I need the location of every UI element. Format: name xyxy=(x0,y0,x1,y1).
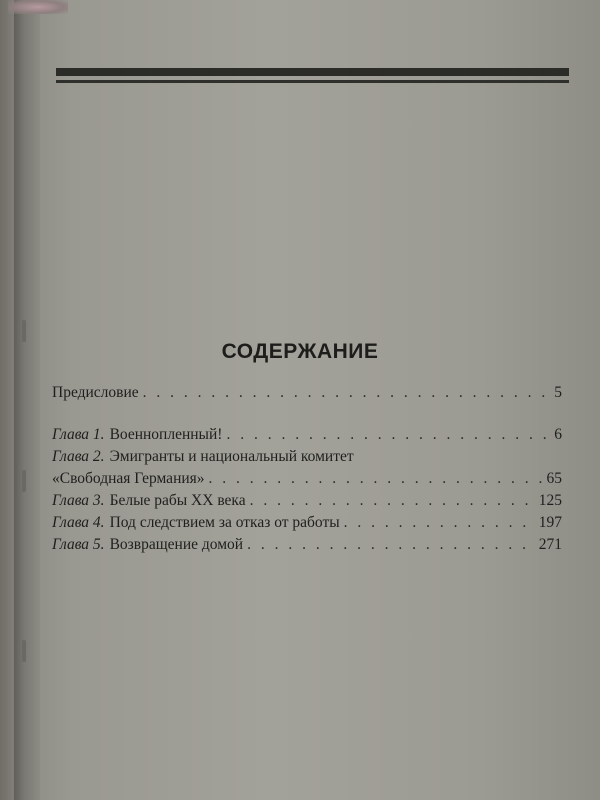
toc-entry-page: 197 xyxy=(538,514,562,531)
leader-dots xyxy=(250,492,535,510)
binding-stitch xyxy=(22,640,26,662)
leader-dots xyxy=(247,536,535,554)
toc-entry-page: 6 xyxy=(554,426,562,443)
header-rule-thin xyxy=(56,80,569,83)
toc-entry-title: Возвращение домой xyxy=(109,536,244,553)
toc-entry-chapter-5[interactable] xyxy=(52,536,562,556)
toc-entry-page: 125 xyxy=(538,492,562,509)
toc-entry-preface[interactable] xyxy=(52,384,562,404)
header-rule-thick xyxy=(56,68,569,76)
toc-entry-title: Эмигранты и национальный комитет xyxy=(109,448,354,465)
page-corner-shadow xyxy=(8,0,68,14)
toc-entry-title: «Свободная Германия» xyxy=(52,470,205,487)
leader-dots xyxy=(143,384,551,402)
toc-entry-chapter-2[interactable] xyxy=(52,448,562,468)
leader-dots xyxy=(209,470,543,488)
toc-entry-title: Белые рабы XX века xyxy=(109,492,246,509)
toc-entry-chapter-4[interactable] xyxy=(52,514,562,534)
chapter-label: Глава 1. xyxy=(52,426,105,443)
toc-entry-title: Военнопленный! xyxy=(109,426,223,443)
toc-entry-chapter-1[interactable] xyxy=(52,426,562,446)
binding-stitch xyxy=(22,470,26,492)
leader-dots xyxy=(226,426,550,444)
chapter-label: Глава 3. xyxy=(52,492,105,509)
leader-dots xyxy=(344,514,535,532)
chapter-label: Глава 5. xyxy=(52,536,105,553)
toc-entry-title: Предисловие xyxy=(52,384,139,401)
toc-entry-page: 65 xyxy=(546,470,562,487)
binding-stitch xyxy=(22,320,26,342)
toc-entry-page: 5 xyxy=(554,384,562,401)
toc-entry-chapter-2-continued[interactable] xyxy=(52,470,562,490)
toc-entry-title: Под следствием за отказ от работы xyxy=(109,514,340,531)
chapter-label: Глава 4. xyxy=(52,514,105,531)
chapter-label: Глава 2. xyxy=(52,448,105,465)
toc-entry-page: 271 xyxy=(538,536,562,553)
book-binding xyxy=(14,0,40,800)
page-title: СОДЕРЖАНИЕ xyxy=(221,340,379,363)
toc-entry-chapter-3[interactable] xyxy=(52,492,562,512)
